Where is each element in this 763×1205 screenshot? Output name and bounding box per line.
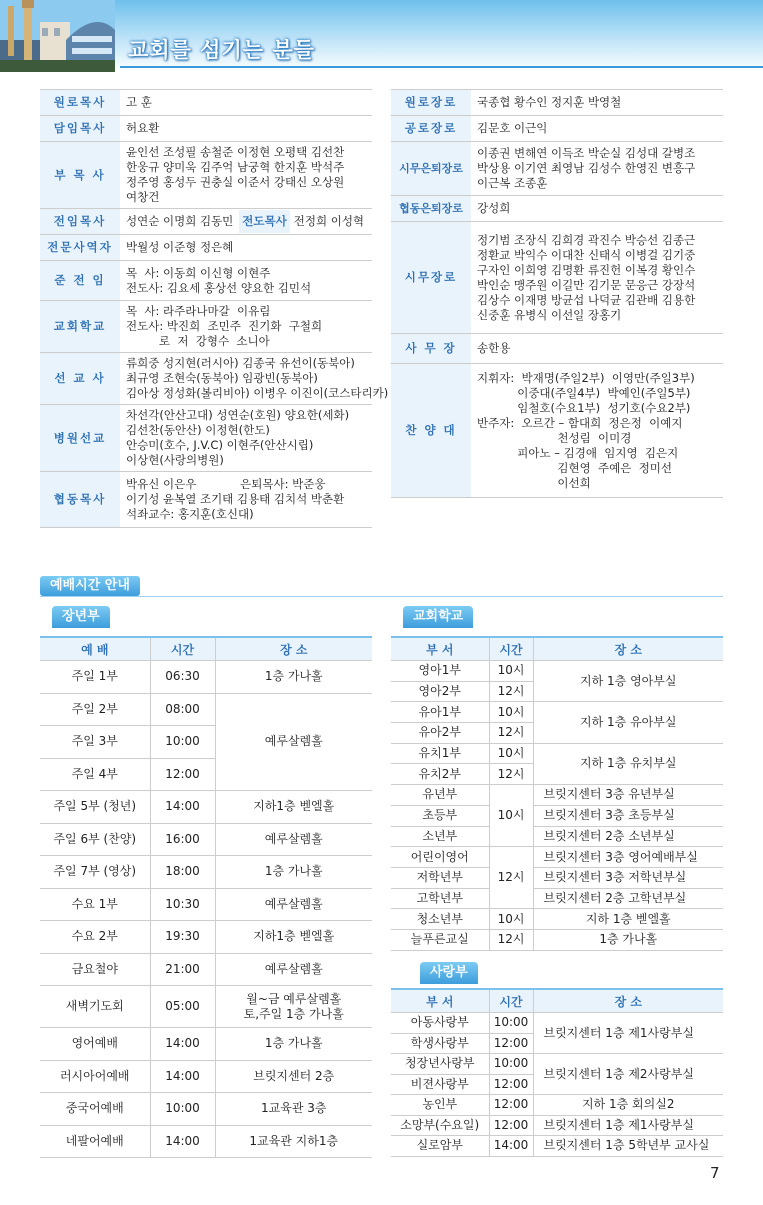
schedule-name: 유아2부 bbox=[391, 723, 489, 744]
staff-names bbox=[120, 209, 372, 235]
schedule-row bbox=[40, 856, 372, 889]
staff-names-text: 고 훈 bbox=[126, 95, 152, 109]
schedule-time: 08:00 bbox=[150, 693, 215, 726]
schedule-row bbox=[391, 661, 723, 682]
staff-role-label: 선 교 사 bbox=[40, 353, 120, 405]
schedule-place: 지하 1층 영아부실 bbox=[533, 661, 723, 702]
schedule-time: 12시 bbox=[489, 723, 533, 744]
column-header: 부 서 bbox=[391, 989, 489, 1013]
schedule-place: 브릿지센터 2층 bbox=[215, 1060, 372, 1093]
schedule-row bbox=[391, 702, 723, 723]
column-header: 장 소 bbox=[215, 637, 372, 661]
schedule-place: 브릿지센터 2층 소년부실 bbox=[533, 826, 723, 847]
schedule-time: 21:00 bbox=[150, 953, 215, 986]
staff-row bbox=[40, 301, 372, 353]
schedule-time: 14:00 bbox=[150, 1028, 215, 1061]
staff-row bbox=[40, 116, 372, 142]
schedule-place: 브릿지센터 2층 고학년부실 bbox=[533, 888, 723, 909]
staff-names-text: 목 사: 이동희 이신형 이현주 전도사: 김요세 홍상선 양요한 김민석 bbox=[126, 265, 312, 295]
schedule-time: 10시 bbox=[489, 702, 533, 723]
staff-row bbox=[40, 405, 372, 472]
staff-row bbox=[391, 334, 723, 364]
schedule-row bbox=[391, 1115, 723, 1136]
schedule-name: 러시아어예배 bbox=[40, 1060, 150, 1093]
schedule-row bbox=[40, 823, 372, 856]
staff-names-text: 이종권 변해연 이득조 박순실 김성대 갈병조 박상용 이기연 최영남 김성수 한영진 변흥구 이근복 조종훈 bbox=[477, 146, 696, 190]
staff-names-text: 허요환 bbox=[126, 121, 160, 135]
schedule-name: 금요철야 bbox=[40, 953, 150, 986]
staff-row bbox=[40, 235, 372, 261]
staff-role-label: 원로목사 bbox=[40, 90, 120, 116]
page-header bbox=[0, 0, 763, 72]
schedule-place: 브릿지센터 3층 유년부실 bbox=[533, 785, 723, 806]
column-header: 시간 bbox=[489, 637, 533, 661]
staff-row bbox=[40, 90, 372, 116]
staff-row bbox=[391, 142, 723, 196]
schedule-row bbox=[40, 1028, 372, 1061]
schedule-name: 초등부 bbox=[391, 805, 489, 826]
staff-names-text: 류희중 성지현(러시아) 김종국 유선이(동북아) 최규영 조현숙(동북아) 임광빈(동북아) 김아상 정성화(볼리비아) 이병우 이진이(코스타리카) bbox=[126, 356, 389, 400]
schedule-row bbox=[391, 1136, 723, 1157]
staff-role-label: 부 목 사 bbox=[40, 142, 120, 209]
schedule-row bbox=[40, 693, 372, 726]
schedule-row bbox=[40, 1060, 372, 1093]
schedule-place: 브릿지센터 3층 초등부실 bbox=[533, 805, 723, 826]
schedule-name: 유년부 bbox=[391, 785, 489, 806]
schedule-time: 10:00 bbox=[489, 1054, 533, 1075]
schedule-time: 12:00 bbox=[150, 758, 215, 791]
schedule-name: 늘푸른교실 bbox=[391, 929, 489, 950]
page-number: 7 bbox=[710, 1164, 720, 1182]
schedule-row bbox=[40, 1093, 372, 1126]
staff-names-text: 박유신 이은우 은퇴목사: 박준웅 이기성 윤복열 조기태 김용태 김치석 박춘환 석좌교수: 홍지훈(호신대) bbox=[126, 477, 345, 521]
schedule-time: 12시 bbox=[489, 929, 533, 950]
schedule-name: 네팔어예배 bbox=[40, 1125, 150, 1158]
schedule-row bbox=[391, 909, 723, 930]
schedule-place: 예루살렘홀 bbox=[215, 693, 372, 791]
schedule-row bbox=[391, 805, 723, 826]
staff-names bbox=[471, 364, 723, 498]
schedule-name: 아동사랑부 bbox=[391, 1013, 489, 1034]
schedule-row bbox=[40, 921, 372, 954]
schedule-place: 1층 가나홀 bbox=[215, 661, 372, 694]
staff-role-label: 전문사역자 bbox=[40, 235, 120, 261]
schedule-name: 영어예배 bbox=[40, 1028, 150, 1061]
schedule-name: 유치1부 bbox=[391, 743, 489, 764]
schedule-time: 10시 bbox=[489, 785, 533, 847]
schedule-name: 수요 2부 bbox=[40, 921, 150, 954]
staff-row bbox=[40, 353, 372, 405]
schedule-row bbox=[40, 888, 372, 921]
staff-names-text: 윤인선 조성필 송철준 이정현 오평택 김선찬 한웅규 양미욱 김주억 남궁혁 한지훈 박석주 정주영 홍성두 권충실 이준서 강태신 오상원 여창건 bbox=[126, 145, 345, 204]
column-header: 시간 bbox=[150, 637, 215, 661]
schedule-place: 지하 1층 유치부실 bbox=[533, 743, 723, 784]
staff-names bbox=[120, 261, 372, 301]
schedule-time: 18:00 bbox=[150, 856, 215, 889]
schedule-time: 12시 bbox=[489, 764, 533, 785]
column-header: 장 소 bbox=[533, 989, 723, 1013]
schedule-time: 10:00 bbox=[150, 1093, 215, 1126]
staff-names bbox=[471, 90, 723, 116]
schedule-time: 06:30 bbox=[150, 661, 215, 694]
schedule-place: 1교육관 지하1층 bbox=[215, 1125, 372, 1158]
staff-role-label: 전임목사 bbox=[40, 209, 120, 235]
schedule-place: 브릿지센터 3층 저학년부실 bbox=[533, 867, 723, 888]
schedule-name: 소망부(수요일) bbox=[391, 1115, 489, 1136]
schedule-time: 16:00 bbox=[150, 823, 215, 856]
schedule-row bbox=[40, 986, 372, 1028]
worship-section-title: 예배시간 안내 bbox=[40, 576, 140, 596]
schedule-place: 1층 가나홀 bbox=[215, 1028, 372, 1061]
staff-names-text: 성연순 이명희 김동민 bbox=[126, 214, 234, 228]
staff-names-text: 정기범 조장식 김희경 곽진수 박승선 김종근 정환교 박익수 이대찬 신태식 이병걸 김기중 구자인 이희영 김명환 류진헌 이복경 황인수 박인순 맹주원 이길만 김기문 문응근 강장석 김상수 이재명 방균섭 나덕균 김관배 김용한 신중훈 유병식 이선일 장홍기 bbox=[477, 232, 696, 322]
schedule-place: 지하1층 벧엘홀 bbox=[215, 791, 372, 824]
header-rule bbox=[120, 66, 763, 68]
schedule-name: 어린이영어 bbox=[391, 847, 489, 868]
staff-names-text: 지휘자: 박재명(주일2부) 이영만(주일3부) 이중대(주일4부) 박예인(주일5부) 임철호(수요1부) 성기호(수요2부) 반주자: 오르간 – 함대희 정은정 이예지 천성림 이미경 피아노 – 김경애 임지영 김은지 김현영 주예은 정미선 이선희 bbox=[477, 370, 695, 490]
schedule-place: 예루살렘홀 bbox=[215, 953, 372, 986]
staff-names bbox=[471, 142, 723, 196]
staff-names bbox=[120, 472, 372, 528]
schedule-time: 12:00 bbox=[489, 1095, 533, 1116]
schedule-time: 14:00 bbox=[150, 791, 215, 824]
schedule-name: 유치2부 bbox=[391, 764, 489, 785]
schedule-row bbox=[391, 867, 723, 888]
schedule-row bbox=[40, 953, 372, 986]
staff-role-label-2: 전도목사 bbox=[239, 210, 289, 233]
staff-role-label: 교회학교 bbox=[40, 301, 120, 353]
school-schedule-table bbox=[391, 636, 723, 951]
schedule-name: 청장년사랑부 bbox=[391, 1054, 489, 1075]
schedule-time: 19:30 bbox=[150, 921, 215, 954]
staff-role-label: 사 무 장 bbox=[391, 334, 471, 364]
schedule-row bbox=[40, 1125, 372, 1158]
schedule-place: 1교육관 3층 bbox=[215, 1093, 372, 1126]
schedule-name: 저학년부 bbox=[391, 867, 489, 888]
staff-row bbox=[391, 222, 723, 334]
schedule-name: 소년부 bbox=[391, 826, 489, 847]
staff-role-label: 원로장로 bbox=[391, 90, 471, 116]
staff-role-label: 협동은퇴장로 bbox=[391, 196, 471, 222]
staff-role-label: 협동목사 bbox=[40, 472, 120, 528]
staff-row bbox=[40, 472, 372, 528]
schedule-place: 브릿지센터 1층 제1사랑부실 bbox=[533, 1013, 723, 1054]
schedule-place: 브릿지센터 3층 영어예배부실 bbox=[533, 847, 723, 868]
schedule-name: 실로암부 bbox=[391, 1136, 489, 1157]
schedule-row bbox=[391, 1013, 723, 1034]
staff-names bbox=[120, 353, 389, 405]
staff-names bbox=[120, 142, 372, 209]
schedule-row bbox=[391, 1054, 723, 1075]
staff-role-label: 담임목사 bbox=[40, 116, 120, 142]
schedule-name: 새벽기도회 bbox=[40, 986, 150, 1028]
staff-row bbox=[40, 209, 372, 235]
schedule-place: 1층 가나홀 bbox=[533, 929, 723, 950]
schedule-row bbox=[40, 661, 372, 694]
schedule-row bbox=[391, 1095, 723, 1116]
column-header: 부 서 bbox=[391, 637, 489, 661]
schedule-time: 12:00 bbox=[489, 1033, 533, 1054]
schedule-time: 12시 bbox=[489, 681, 533, 702]
schedule-place: 지하 1층 유아부실 bbox=[533, 702, 723, 743]
schedule-time: 10시 bbox=[489, 661, 533, 682]
schedule-name: 학생사랑부 bbox=[391, 1033, 489, 1054]
staff-row bbox=[40, 261, 372, 301]
schedule-row bbox=[391, 785, 723, 806]
schedule-time: 14:00 bbox=[150, 1125, 215, 1158]
schedule-place: 예루살렘홀 bbox=[215, 888, 372, 921]
staff-names bbox=[120, 90, 372, 116]
schedule-name: 수요 1부 bbox=[40, 888, 150, 921]
schedule-time: 10시 bbox=[489, 909, 533, 930]
schedule-row bbox=[391, 929, 723, 950]
schedule-name: 주일 7부 (영상) bbox=[40, 856, 150, 889]
schedule-time: 12:00 bbox=[489, 1115, 533, 1136]
schedule-name: 영아1부 bbox=[391, 661, 489, 682]
staff-names-text-2: 전정희 이성혁 bbox=[293, 214, 365, 228]
section-divider bbox=[40, 596, 723, 597]
staff-table-right bbox=[391, 89, 723, 498]
column-header: 장 소 bbox=[533, 637, 723, 661]
staff-names-text: 박월성 이준형 정은혜 bbox=[126, 240, 234, 254]
staff-row bbox=[391, 364, 723, 498]
schedule-time: 14:00 bbox=[150, 1060, 215, 1093]
schedule-name: 중국어예배 bbox=[40, 1093, 150, 1126]
love-section-tab: 사랑부 bbox=[420, 962, 478, 984]
staff-names-text: 목 사: 라주라나마갈 이유림 전도사: 박진희 조민주 진기화 구철희 로 저 강형수 소니아 bbox=[126, 304, 323, 348]
staff-names bbox=[120, 116, 372, 142]
schedule-name: 주일 4부 bbox=[40, 758, 150, 791]
staff-names bbox=[471, 222, 723, 334]
column-header: 예 배 bbox=[40, 637, 150, 661]
schedule-name: 주일 3부 bbox=[40, 726, 150, 759]
staff-names-text: 강성희 bbox=[477, 201, 511, 215]
staff-row bbox=[391, 116, 723, 142]
schedule-name: 영아2부 bbox=[391, 681, 489, 702]
adult-schedule-table bbox=[40, 636, 372, 1158]
schedule-name: 주일 5부 (청년) bbox=[40, 791, 150, 824]
schedule-time: 12:00 bbox=[489, 1074, 533, 1095]
schedule-time: 10:00 bbox=[150, 726, 215, 759]
schedule-time: 10시 bbox=[489, 743, 533, 764]
staff-names bbox=[471, 116, 723, 142]
staff-row bbox=[391, 90, 723, 116]
schedule-place: 지하 1층 벧엘홀 bbox=[533, 909, 723, 930]
church-building-image bbox=[0, 0, 115, 72]
schedule-name: 유아1부 bbox=[391, 702, 489, 723]
schedule-name: 고학년부 bbox=[391, 888, 489, 909]
staff-row bbox=[40, 142, 372, 209]
schedule-place: 1층 가나홀 bbox=[215, 856, 372, 889]
schedule-name: 비젼사랑부 bbox=[391, 1074, 489, 1095]
schedule-row bbox=[391, 826, 723, 847]
schedule-place: 예루살렘홀 bbox=[215, 823, 372, 856]
staff-role-label: 찬 양 대 bbox=[391, 364, 471, 498]
page-title: 교회를 섬기는 분들 bbox=[128, 38, 315, 62]
schedule-name: 농인부 bbox=[391, 1095, 489, 1116]
staff-names bbox=[120, 235, 372, 261]
schedule-name: 주일 6부 (찬양) bbox=[40, 823, 150, 856]
schedule-name: 청소년부 bbox=[391, 909, 489, 930]
schedule-place: 지하1층 벧엘홀 bbox=[215, 921, 372, 954]
schedule-name: 주일 1부 bbox=[40, 661, 150, 694]
staff-table-left bbox=[40, 89, 389, 528]
schedule-time: 10:30 bbox=[150, 888, 215, 921]
staff-names-text: 국종협 황수인 정지훈 박영철 bbox=[477, 95, 622, 109]
schedule-place: 브릿지센터 1층 5학년부 교사실 bbox=[533, 1136, 723, 1157]
staff-names bbox=[120, 405, 372, 472]
schedule-row bbox=[391, 847, 723, 868]
schedule-time: 10:00 bbox=[489, 1013, 533, 1034]
staff-role-label: 시무장로 bbox=[391, 222, 471, 334]
schedule-time: 12시 bbox=[489, 847, 533, 909]
schedule-place: 월~금 예루살렘홀 토,주일 1층 가나홀 bbox=[215, 986, 372, 1028]
staff-role-label: 준 전 임 bbox=[40, 261, 120, 301]
schedule-row bbox=[40, 791, 372, 824]
schedule-place: 브릿지센터 1층 제2사랑부실 bbox=[533, 1054, 723, 1095]
schedule-place: 브릿지센터 1층 제1사랑부실 bbox=[533, 1115, 723, 1136]
schedule-row bbox=[391, 888, 723, 909]
column-header: 시간 bbox=[489, 989, 533, 1013]
staff-names-text: 김문호 이근익 bbox=[477, 121, 548, 135]
schedule-place: 지하 1층 회의실2 bbox=[533, 1095, 723, 1116]
staff-names bbox=[120, 301, 372, 353]
schedule-time: 05:00 bbox=[150, 986, 215, 1028]
schedule-name: 주일 2부 bbox=[40, 693, 150, 726]
staff-names bbox=[471, 334, 723, 364]
schedule-time: 14:00 bbox=[489, 1136, 533, 1157]
staff-row bbox=[391, 196, 723, 222]
staff-names-text: 송한용 bbox=[477, 341, 511, 355]
staff-role-label: 공로장로 bbox=[391, 116, 471, 142]
staff-role-label: 병원선교 bbox=[40, 405, 120, 472]
staff-names bbox=[471, 196, 723, 222]
staff-role-label: 시무은퇴장로 bbox=[391, 142, 471, 196]
schedule-row bbox=[391, 743, 723, 764]
love-schedule-table bbox=[391, 988, 723, 1157]
staff-names-text: 차선각(안산고대) 성연순(호원) 양요한(세화) 김선찬(동안산) 이정현(한도) 안승미(호수, J.V.C) 이현주(안산시립) 이상현(사랑의병원) bbox=[126, 408, 350, 467]
school-section-tab: 교회학교 bbox=[403, 606, 473, 628]
adult-section-tab: 장년부 bbox=[52, 606, 110, 628]
